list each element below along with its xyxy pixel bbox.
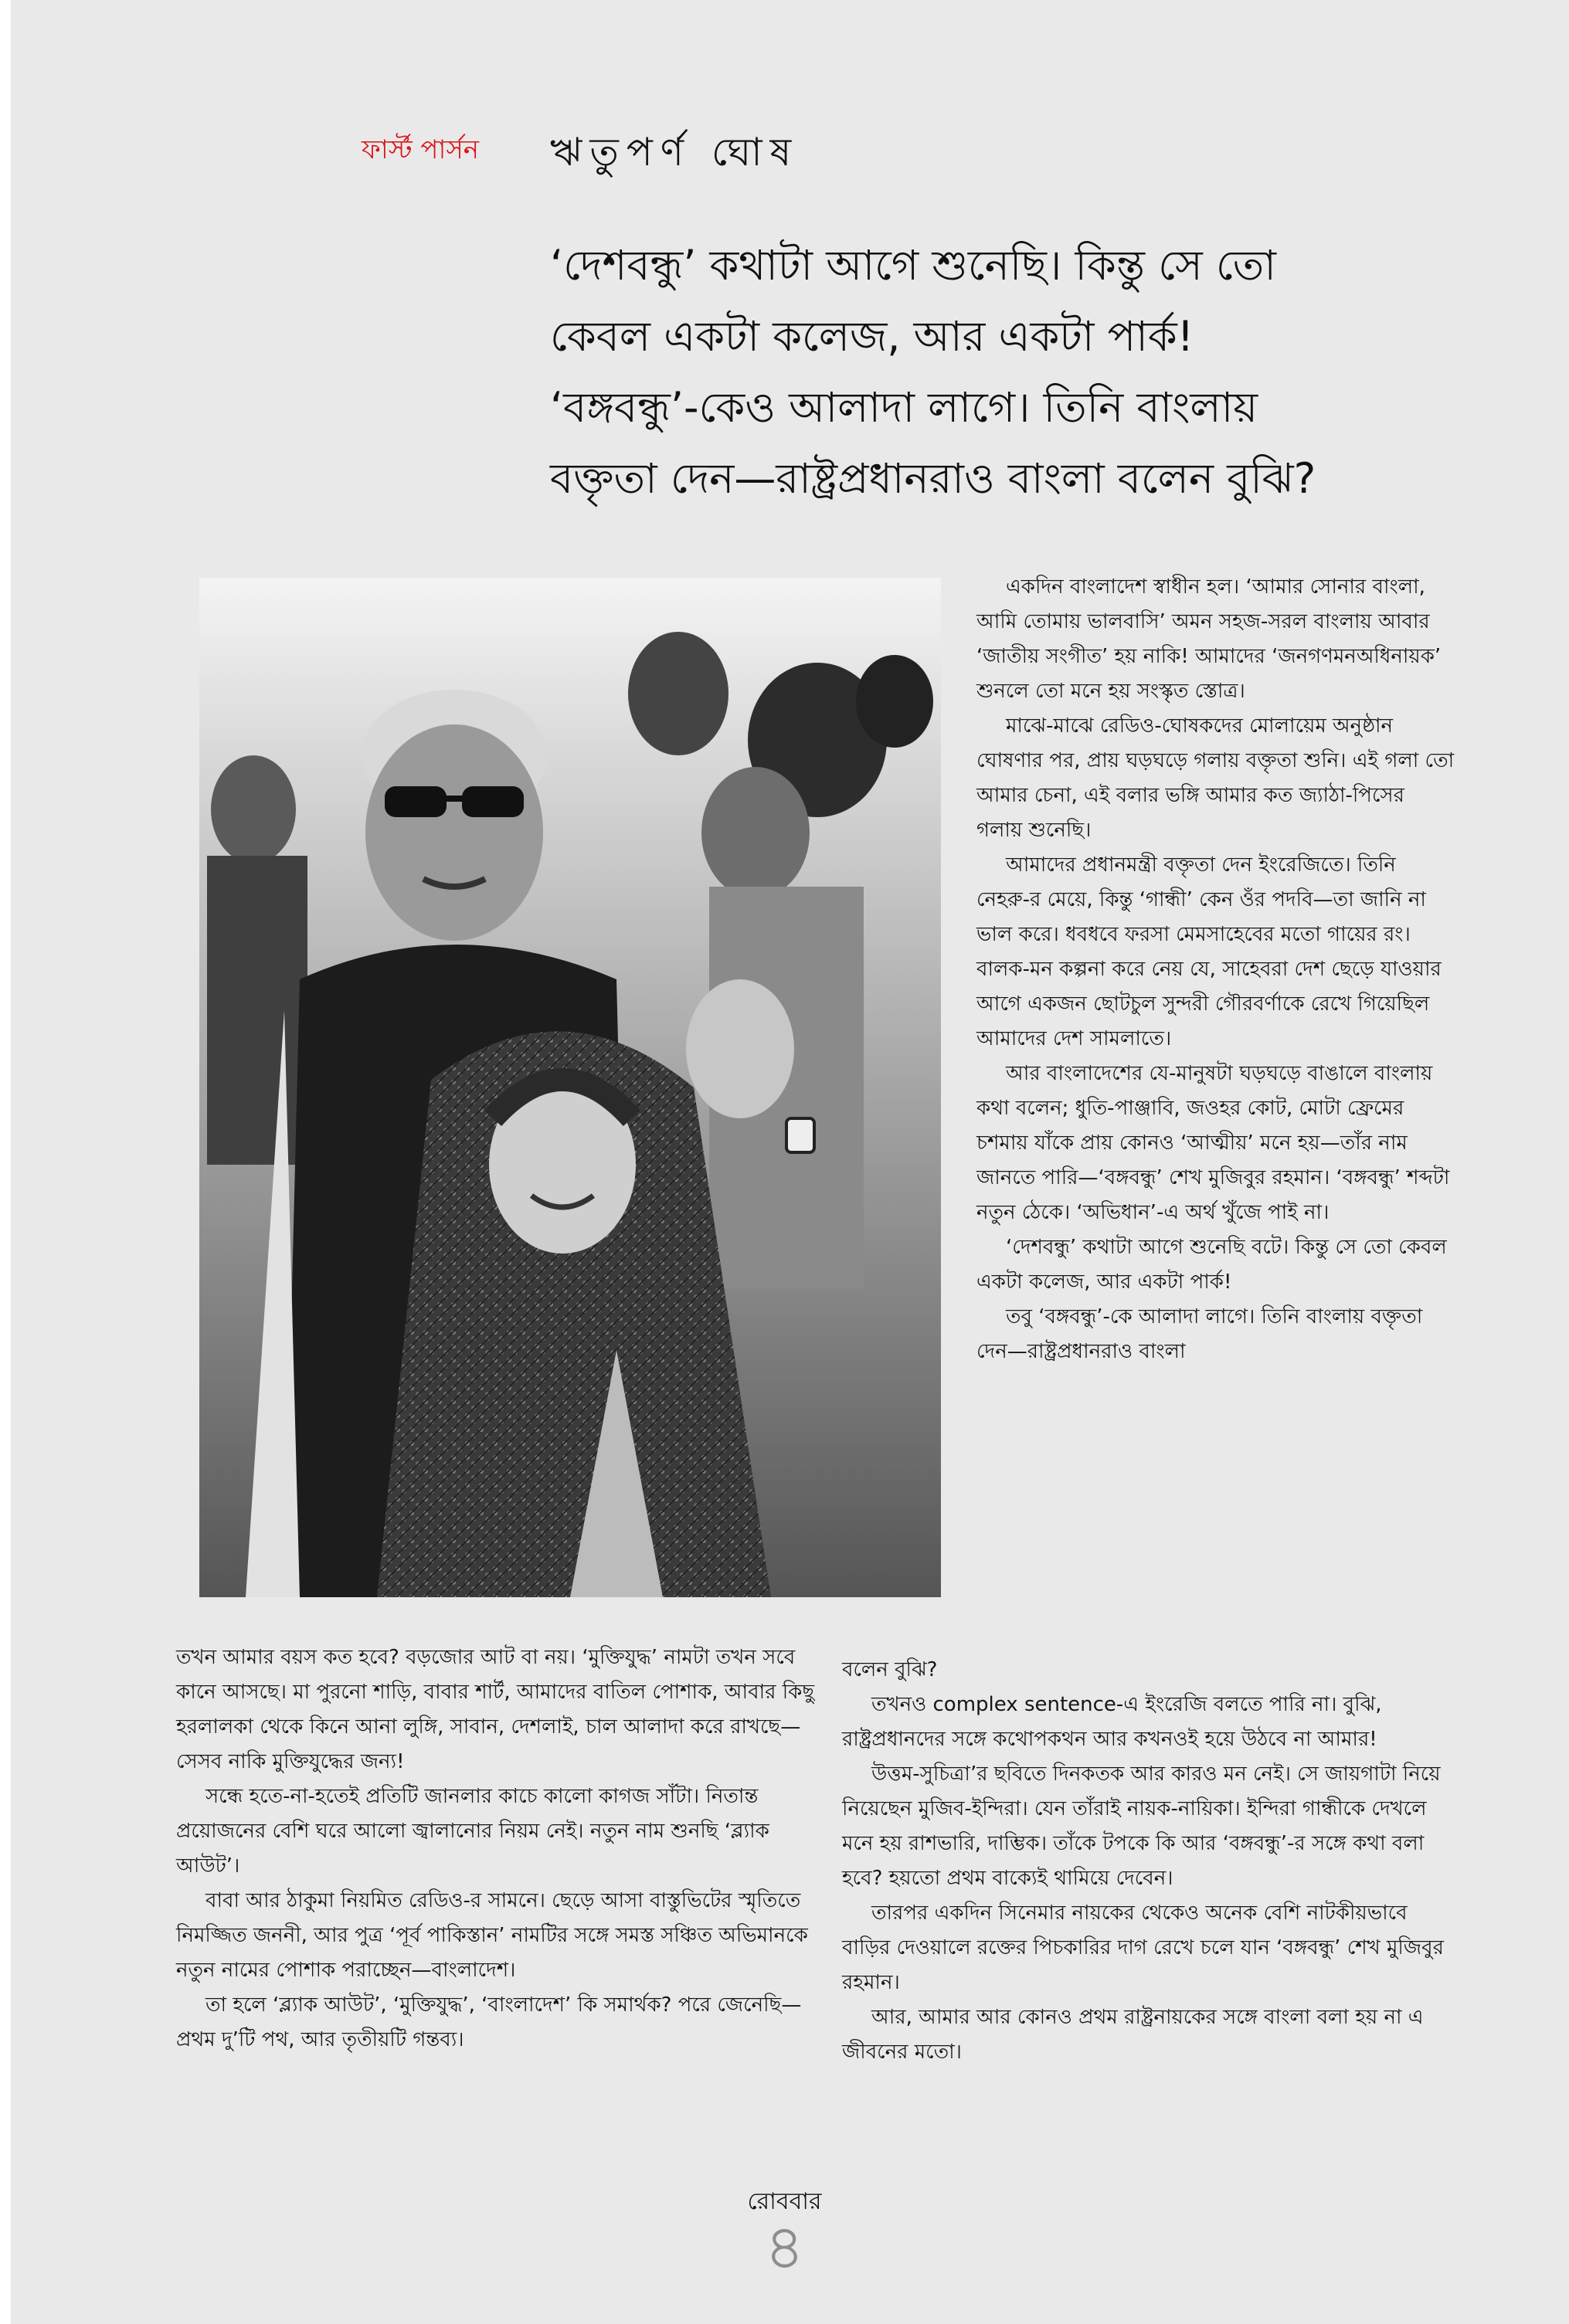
page-edge	[0, 0, 11, 2324]
paragraph: আমাদের প্রধানমন্ত্রী বক্তৃতা দেন ইংরেজিতে। তিনি নেহরু-র মেয়ে, কিন্তু ‘গান্ধী’ কেন ওঁর পদবি—তা জানি না ভাল করে। ধবধবে ফরসা মেমসাহেবের মতো গায়ের রং। বালক-মন কল্পনা করে নেয় যে, সাহেবরা দেশ ছেড়ে যাওয়ার আগে একজন ছোটচুল সুন্দরী গৌরবর্ণাকে রেখে গিয়েছিল আমাদের দেশ সামলাতে।	[976, 853, 1442, 1050]
author-name: ঋতুপর্ণ ঘোষ	[550, 130, 800, 175]
paragraph: তখনও complex sentence-এ ইংরেজি বলতে পারি না। বুঝি, রাষ্ট্রপ্রধানদের সঙ্গে কথোপকথন আর কখনওই হয়ে উঠবে না আমার!	[842, 1693, 1382, 1751]
paragraph: উত্তম-সুচিত্রা’র ছবিতে দিনকতক আর কারও মন নেই। সে জায়গাটা নিয়ে নিয়েছেন মুজিব-ইন্দিরা। যেন তাঁরাই নায়ক-নায়িকা। ইন্দিরা গান্ধীকে দেখলে মনে হয় রাশভারি, দাম্ভিক। তাঁকে টপকে কি আর ‘বঙ্গবন্ধু’-র সঙ্গে কথা বলা হবে? হয়তো প্রথম বাক্যেই থামিয়ে দেবেন।	[842, 1763, 1441, 1890]
paragraph: একদিন বাংলাদেশ স্বাধীন হল। ‘আমার সোনার বাংলা, আমি তোমায় ভালবাসি’ অমন সহজ-সরল বাংলায় আবার ‘জাতীয় সংগীত’ হয় নাকি! আমাদের ‘জনগণমনঅধিনায়ক’ শুনলে তো মনে হয় সংস্কৃত স্তোত্র।	[976, 575, 1442, 703]
pull-quote-line: ‘দেশবন্ধু’ কথাটা আগে শুনেছি। কিন্তু সে তো	[550, 241, 1276, 290]
right-text-column	[976, 570, 1455, 1369]
photograph	[199, 578, 941, 1597]
paragraph-continuation: বলেন বুঝি?	[842, 1658, 938, 1681]
paragraph: আর বাংলাদেশের যে-মানুষটা ঘড়ঘড়ে বাঙালে বাংলায় কথা বলেন; ধুতি-পাঞ্জাবি, জওহর কোট, মোটা ফ্রেমের চশমায় যাঁকে প্রায় কোনও ‘আত্মীয়’ মনে হয়—তাঁর নাম জানতে পারি—‘বঙ্গবন্ধু’ শেখ মুজিবুর রহমান। ‘বঙ্গবন্ধু’ শব্দটা নতুন ঠেকে। ‘অভিধান’-এ অর্থ খুঁজে পাই না।	[976, 1062, 1450, 1224]
pull-quote-line: ‘বঙ্গবন্ধু’-কেও আলাদা লাগে। তিনি বাংলায়	[550, 383, 1258, 432]
bottom-left-text-column	[176, 1640, 817, 2058]
paragraph: তারপর একদিন সিনেমার নায়কের থেকেও অনেক বেশি নাটকীয়ভাবে বাড়ির দেওয়ালে রক্তের পিচকারির দাগ রেখে চলে যান ‘বঙ্গবন্ধু’ শেখ মুজিবুর রহমান।	[842, 1902, 1444, 1994]
pull-quote-line: বক্তৃতা দেন—রাষ্ট্রপ্রধানরাও বাংলা বলেন বুঝি?	[550, 454, 1316, 503]
page-number: ৪	[764, 2211, 805, 2283]
paragraph: তবু ‘বঙ্গবন্ধু’-কে আলাদা লাগে। তিনি বাংলায় বক্তৃতা দেন—রাষ্ট্রপ্রধানরাও বাংলা	[976, 1305, 1423, 1363]
magazine-name: রোববার	[747, 2188, 822, 2215]
paragraph: ‘দেশবন্ধু’ কথাটা আগে শুনেছি বটে। কিন্তু সে তো কেবল একটা কলেজ, আর একটা পার্ক!	[976, 1236, 1447, 1294]
paragraph: তখন আমার বয়স কত হবে? বড়জোর আট বা নয়। ‘মুক্তিযুদ্ধ’ নামটা তখন সবে কানে আসছে। মা পুরনো শাড়ি, বাবার শার্ট, আমাদের বাতিল পোশাক, আবার কিছু হরলালকা থেকে কিনে আনা লুঙ্গি, সাবান, দেশলাই, চাল আলাদা করে রাখছে—সেসব নাকি মুক্তিযুদ্ধের জন্য!	[176, 1646, 815, 1773]
paragraph: বাবা আর ঠাকুমা নিয়মিত রেডিও-র সামনে। ছেড়ে আসা বাস্তুভিটের স্মৃতিতে নিমজ্জিত জননী, আর পুত্র ‘পূর্ব পাকিস্তান’ নামটির সঙ্গে সমস্ত সঞ্চিত অভিমানকে নতুন নামের পোশাক পরাচ্ছেন—বাংলাদেশ।	[176, 1889, 808, 1982]
pull-quote	[550, 230, 1415, 514]
paragraph: মাঝে-মাঝে রেডিও-ঘোষকদের মোলায়েম অনুষ্ঠান ঘোষণার পর, প্রায় ঘড়ঘড়ে গলায় বক্তৃতা শুনি। এই গলা তো আমার চেনা, এই বলার ভঙ্গি আমার কত জ্যাঠা-পিসের গলায় শুনেছি।	[976, 714, 1455, 842]
paragraph: আর, আমার আর কোনও প্রথম রাষ্ট্রনায়কের সঙ্গে বাংলা বলা হয় না এ জীবনের মতো।	[842, 2006, 1424, 2064]
bottom-right-text-column	[842, 1653, 1445, 2070]
paragraph: সন্ধে হতে-না-হতেই প্রতিটি জানলার কাচে কালো কাগজ সাঁটা। নিতান্ত প্রয়োজনের বেশি ঘরে আলো জ্বালানোর নিয়ম নেই। নতুন নাম শুনছি ‘ব্ল্যাক আউট’।	[176, 1785, 769, 1878]
pull-quote-line: কেবল একটা কলেজ, আর একটা পার্ক!	[550, 312, 1194, 361]
column-label: ফার্স্ট পার্সন	[362, 134, 480, 165]
photograph-icon	[199, 578, 941, 1597]
paragraph: তা হলে ‘ব্ল্যাক আউট’, ‘মুক্তিযুদ্ধ’, ‘বাংলাদেশ’ কি সমার্থক? পরে জেনেছি—প্রথম দু’টি পথ, আর তৃতীয়টি গন্তব্য।	[176, 1993, 802, 2051]
